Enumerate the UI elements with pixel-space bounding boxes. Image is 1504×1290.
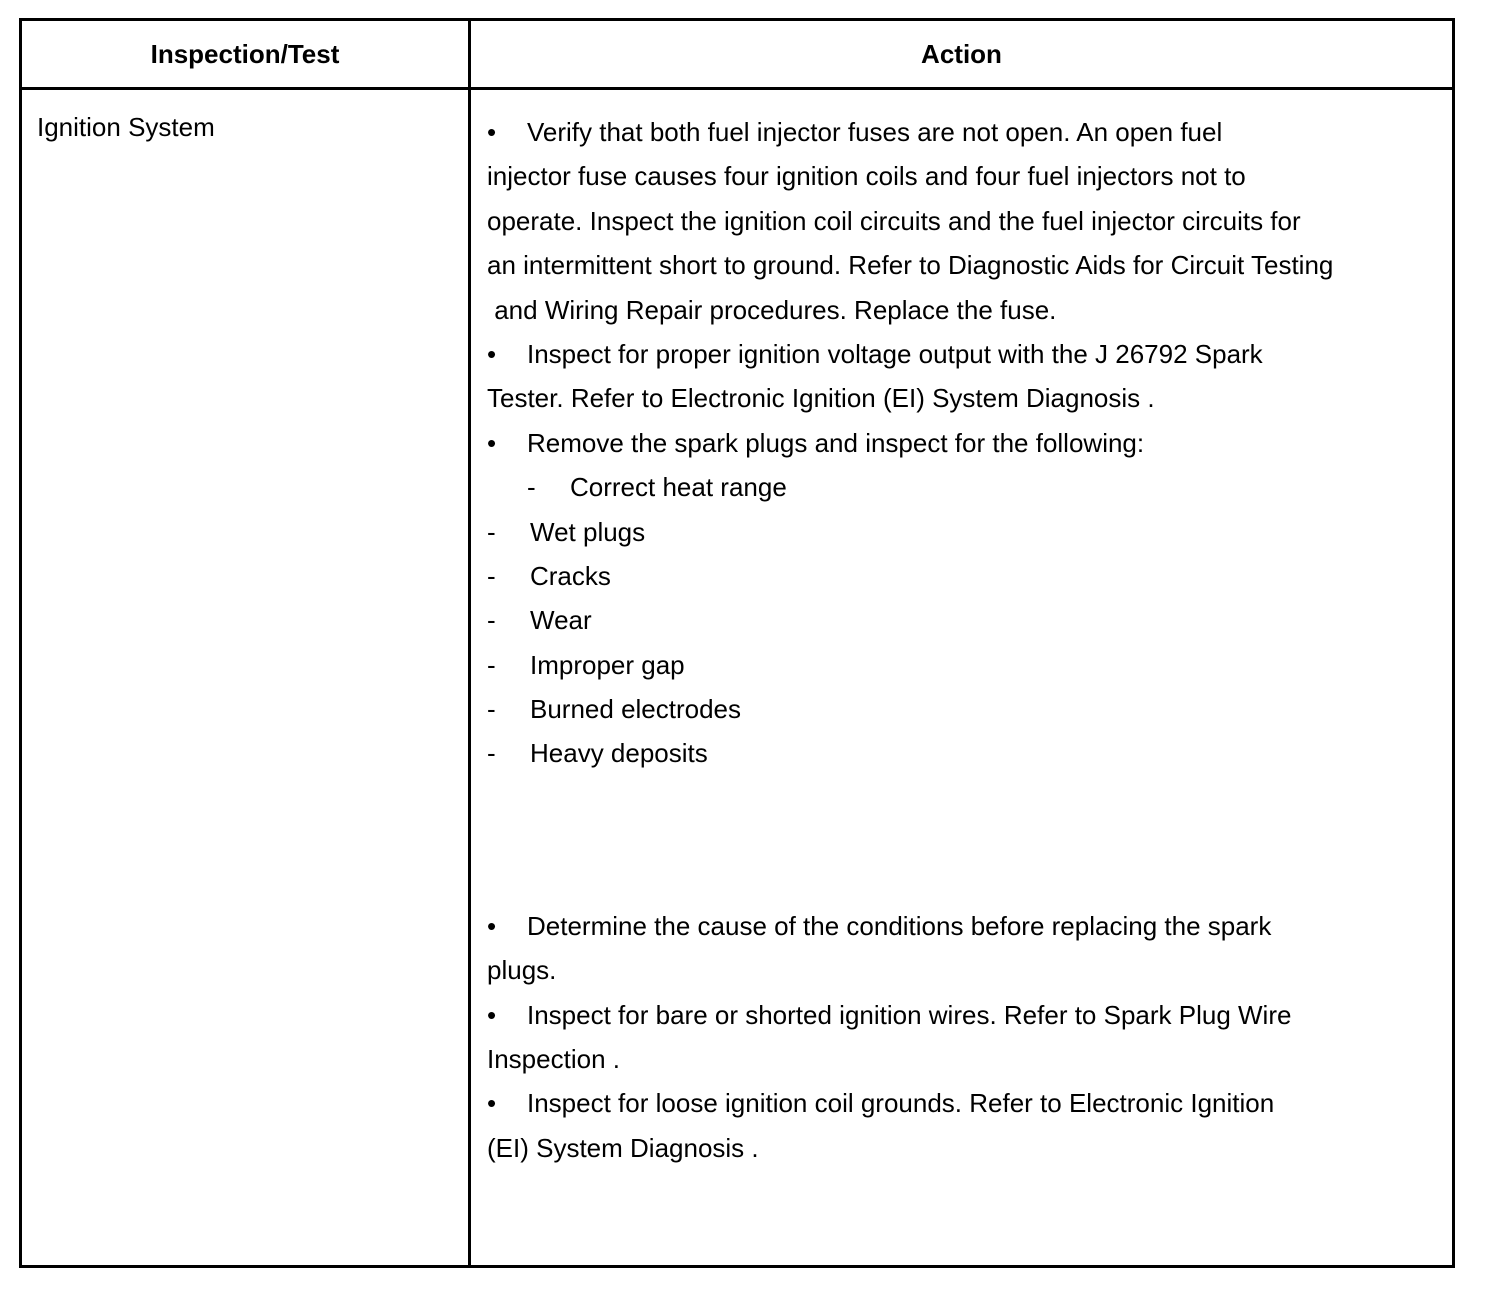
action-line xyxy=(487,243,1387,287)
sub-item-text: Wear xyxy=(530,605,592,636)
sub-item xyxy=(487,598,1387,642)
header-action: Action xyxy=(921,38,1002,69)
action-line xyxy=(487,948,1387,992)
action-line xyxy=(487,376,1387,420)
action-text: Inspection . xyxy=(487,1044,620,1075)
bullet-icon: • xyxy=(487,999,497,1030)
action-text: Determine the cause of the conditions before replacing the spark xyxy=(527,910,1272,941)
dash-mark: - xyxy=(487,694,496,725)
header-divider xyxy=(19,87,1455,90)
sub-item xyxy=(487,554,1387,598)
action-text: Verify that both fuel injector fuses are not open. An open fuel xyxy=(527,117,1223,147)
sub-item-text: Burned electrodes xyxy=(530,694,742,725)
sub-item-text: Improper gap xyxy=(530,649,685,680)
action-line xyxy=(487,332,1387,376)
bullet-icon: • xyxy=(487,338,497,369)
action-line xyxy=(487,1126,1387,1170)
header-inspection-test: Inspection/Test xyxy=(150,38,340,69)
action-text: an intermittent short to ground. Refer to Diagnostic Aids for Circuit Testing xyxy=(487,250,1334,281)
bullet-icon: • xyxy=(487,427,497,458)
action-text: Inspect for proper ignition voltage output with the J 26792 Spark xyxy=(527,338,1263,369)
action-text: (EI) System Diagnosis . xyxy=(487,1132,759,1163)
action-line xyxy=(487,110,1387,154)
action-text: Inspect for bare or shorted ignition wires. Refer to Spark Plug Wire xyxy=(527,999,1292,1030)
action-line xyxy=(487,904,1387,948)
action-text: Tester. Refer to Electronic Ignition (EI) System Diagnosis . xyxy=(487,383,1155,414)
action-line xyxy=(487,154,1387,198)
bullet-icon: • xyxy=(487,1088,497,1119)
spacer xyxy=(487,776,1387,904)
dash-mark: - xyxy=(487,649,496,680)
action-text: operate. Inspect the ignition coil circuits and the fuel injector circuits for xyxy=(487,205,1301,236)
action-text: Remove the spark plugs and inspect for the following: xyxy=(527,427,1145,458)
sub-item-text: Wet plugs xyxy=(530,516,646,547)
dash-mark: - xyxy=(487,605,496,636)
action-line xyxy=(487,993,1387,1037)
sub-item-text: Cracks xyxy=(530,560,611,591)
sub-item-text: Correct heat range xyxy=(570,472,787,503)
inspection-item: Ignition System xyxy=(37,112,215,142)
action-bullets-group-1 xyxy=(487,110,1387,465)
action-cell xyxy=(487,110,1387,1170)
action-line xyxy=(487,421,1387,465)
column-divider xyxy=(468,18,471,1268)
dash-mark: - xyxy=(527,472,536,503)
sub-item xyxy=(487,731,1387,775)
action-text: Inspect for loose ignition coil grounds. Refer to Electronic Ignition xyxy=(527,1088,1275,1119)
dash-mark: - xyxy=(487,516,496,547)
action-text: plugs. xyxy=(487,955,557,986)
action-text: injector fuse causes four ignition coils and four fuel injectors not to xyxy=(487,161,1246,192)
dash-mark: - xyxy=(487,738,496,769)
bullet-icon: • xyxy=(487,910,497,941)
sub-item xyxy=(487,510,1387,554)
sub-item xyxy=(487,643,1387,687)
action-bullets-group-2 xyxy=(487,904,1387,1170)
action-line xyxy=(487,1037,1387,1081)
action-line xyxy=(487,199,1387,243)
action-text: and Wiring Repair procedures. Replace the fuse. xyxy=(487,294,1057,325)
action-line xyxy=(487,288,1387,332)
dash-mark: - xyxy=(487,560,496,591)
sub-item-text: Heavy deposits xyxy=(530,738,708,769)
sub-item-first xyxy=(487,465,1387,509)
sub-items-list xyxy=(487,510,1387,776)
bullet-icon: • xyxy=(487,117,497,147)
sub-item xyxy=(487,687,1387,731)
action-line xyxy=(487,1081,1387,1125)
